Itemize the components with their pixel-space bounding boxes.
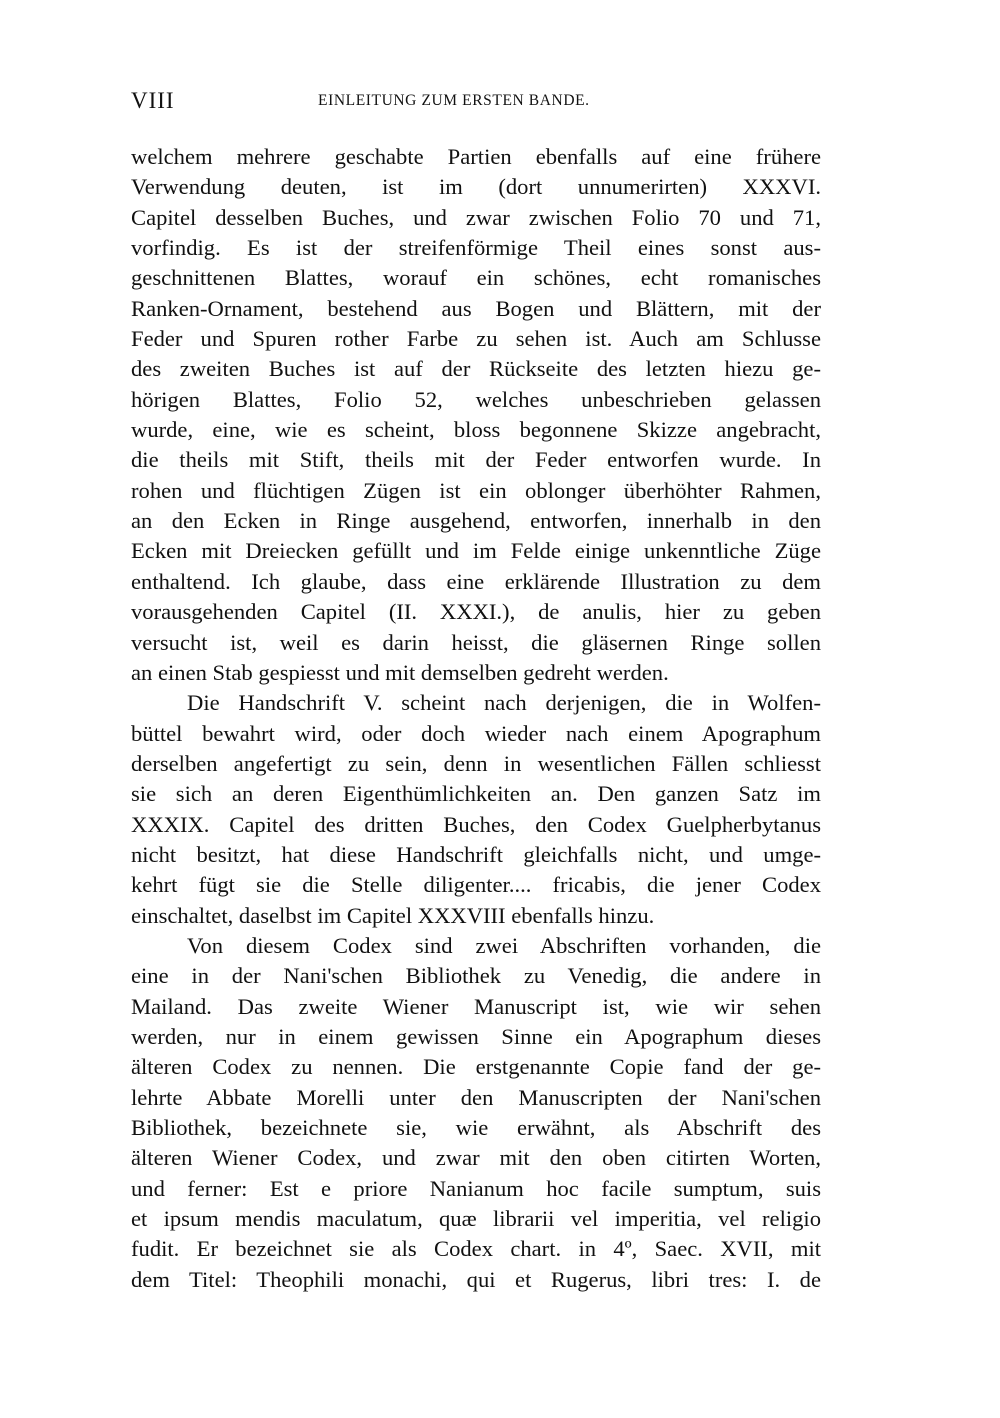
text-line: an den Ecken in Ringe ausgehend, entworfen, innerhalb in den (131, 508, 821, 534)
text-line: versucht ist, weil es darin heisst, die gläsernen Ringe sollen (131, 629, 821, 655)
text-line: älteren Codex zu nennen. Die erstgenannte Copie fand der ge- (131, 1054, 821, 1080)
text-line: eine in der Nani'schen Bibliothek zu Venedig, die andere in (131, 963, 821, 989)
text-line: XXXIX. Capitel des dritten Buches, den Codex Guelpherbytanus (131, 811, 821, 837)
text-line: Mailand. Das zweite Wiener Manuscript ist, wie wir sehen (131, 993, 821, 1019)
text-line: wurde, eine, wie es scheint, bloss begonnene Skizze angebracht, (131, 417, 821, 443)
text-line: enthaltend. Ich glaube, dass eine erklärende Illustration zu dem (131, 568, 821, 594)
paragraph-first-line: Die Handschrift V. scheint nach derjenigen, die in Wolfen- (187, 690, 821, 716)
text-line: und ferner: Est e priore Nanianum hoc facile sumptum, suis (131, 1175, 821, 1201)
text-line: welchem mehrere geschabte Partien ebenfalls auf eine frühere (131, 144, 821, 169)
text-line: büttel bewahrt wird, oder doch wieder nach einem Apographum (131, 720, 821, 746)
text-line: Bibliothek, bezeichnete sie, wie erwähnt, als Abschrift des (131, 1115, 821, 1140)
text-line: dem Titel: Theophili monachi, qui et Rugerus, libri tres: I. de (131, 1266, 821, 1292)
text-line: fudit. Er bezeichnet sie als Codex chart. in 4º, Saec. XVII, mit (131, 1236, 821, 1262)
paragraph-first-line: Von diesem Codex sind zwei Abschriften vorhanden, die (187, 932, 821, 958)
text-line: nicht besitzt, hat diese Handschrift gleichfalls nicht, und umge- (131, 841, 821, 867)
text-line: des zweiten Buches ist auf der Rückseite des letzten hiezu ge- (131, 356, 821, 382)
text-line: Verwendung deuten, ist im (dort unnumerirten) XXXVI. (131, 174, 821, 200)
running-head: EINLEITUNG ZUM ERSTEN BANDE. (318, 92, 590, 109)
text-line: derselben angefertigt zu sein, denn in wesentlichen Fällen schliesst (131, 750, 821, 776)
text-line: werden, nur in einem gewissen Sinne ein Apographum dieses (131, 1023, 821, 1049)
text-line: älteren Wiener Codex, und zwar mit den oben citirten Worten, (131, 1145, 821, 1171)
paragraph-last-line: an einen Stab gespiesst und mit demselben gedreht werden. (131, 659, 669, 685)
text-line: Feder und Spuren rother Farbe zu sehen ist. Auch am Schlusse (131, 326, 821, 352)
text-line: Ecken mit Dreiecken gefüllt und im Felde einige unkenntliche Züge (131, 538, 821, 564)
paragraph-last-line: einschaltet, daselbst im Capitel XXXVIII ebenfalls hinzu. (131, 902, 655, 928)
text-line: vorfindig. Es ist der streifenförmige Theil eines sonst aus- (131, 235, 821, 261)
text-line: geschnittenen Blattes, worauf ein schönes, echt romanisches (131, 265, 821, 291)
text-line: vorausgehenden Capitel (II. XXXI.), de anulis, hier zu geben (131, 599, 821, 625)
text-line: Capitel desselben Buches, und zwar zwischen Folio 70 und 71, (131, 204, 821, 230)
text-line: sie sich an deren Eigenthümlichkeiten an. Den ganzen Satz im (131, 781, 821, 807)
text-line: kehrt fügt sie die Stelle diligenter.... fricabis, die jener Codex (131, 872, 821, 898)
text-line: Ranken-Ornament, bestehend aus Bogen und Blättern, mit der (131, 295, 821, 321)
body-text (131, 142, 821, 1295)
text-line: lehrte Abbate Morelli unter den Manuscripten der Nani'schen (131, 1084, 821, 1110)
text-line: et ipsum mendis maculatum, quæ librarii vel imperitia, vel religio (131, 1206, 821, 1232)
text-line: rohen und flüchtigen Zügen ist ein oblonger überhöhter Rahmen, (131, 477, 821, 503)
text-line: hörigen Blattes, Folio 52, welches unbeschrieben gelassen (131, 386, 821, 412)
page-number: VIII (131, 88, 175, 113)
text-line: die theils mit Stift, theils mit der Feder entworfen wurde. In (131, 447, 821, 473)
